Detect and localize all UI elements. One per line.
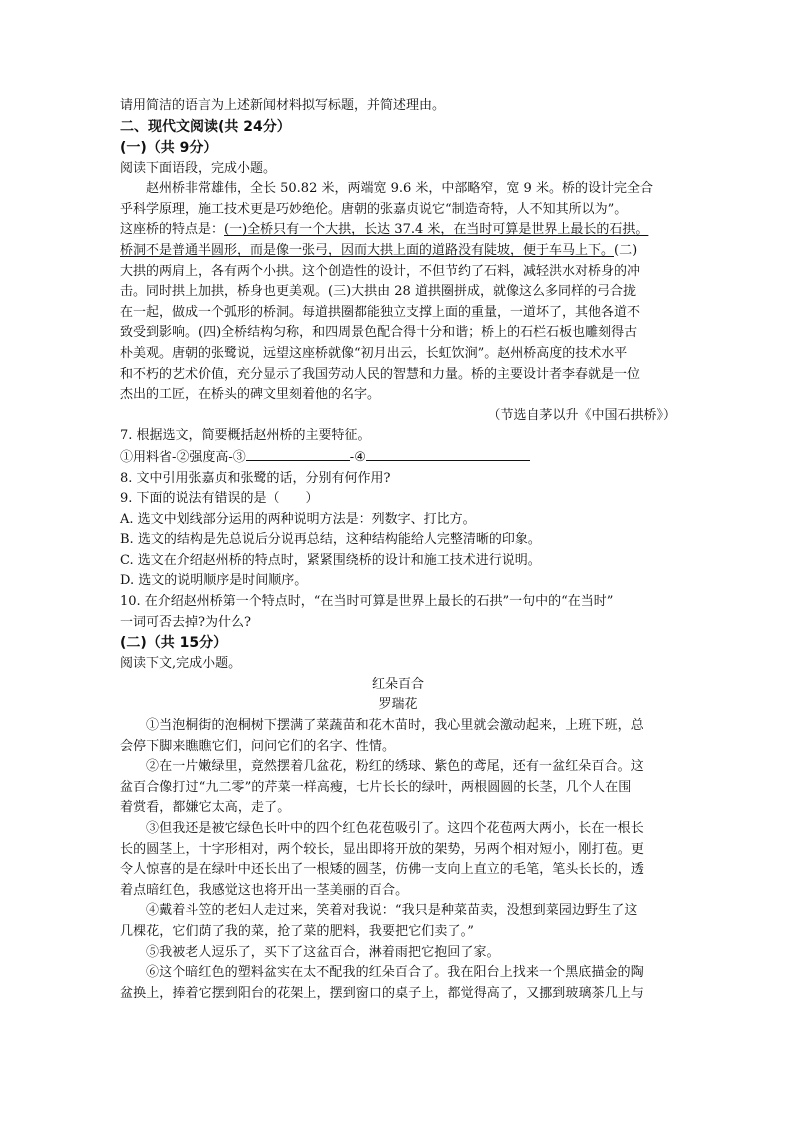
essay-line: ⑤我被老人逗乐了，买下了这盆百合，淋着雨把它抱回了家。 [146, 944, 500, 960]
question-10-continued: 一词可否去掉?为什么? [120, 614, 251, 630]
question-9-option-d: D. 选文的说明顺序是时间顺序。 [120, 573, 308, 589]
intro-text: 请用简洁的语言为上述新闻材料拟写标题，并简述理由。 [120, 98, 446, 113]
question-9-option-c: C. 选文在介绍赵州桥的特点时，紧紧围绕桥的设计和施工技术进行说明。 [120, 552, 541, 568]
essay-line: 会停下脚来瞧瞧它们，问问它们的名字、性情。 [120, 738, 396, 754]
passage-line: 朴美观。唐朝的张鹭说，远望这座桥就像“初月出云，长虹饮涧”。赵州桥高度的技术水平 [120, 345, 628, 361]
part2-heading: (二)（共 15分） [120, 635, 228, 652]
answer-separator: -④ [349, 449, 366, 465]
passage-line: 和不朽的艺术价值，充分显示了我国劳动人民的智慧和力量。桥的主要设计者李春就是一位 [120, 366, 641, 382]
essay-line: 令人惊喜的是在绿叶中还长出了一根矮的圆茎，仿佛一支向上直立的毛笔，笔头长长的，透 [120, 862, 645, 878]
essay-line: ④戴着斗笠的老妇人走过来，笑着对我说：“我只是种菜苗卖，没想到菜园边野生了这 [146, 903, 638, 919]
answer-blank-3[interactable] [246, 447, 350, 461]
question-7: 7. 根据选文，简要概括赵州桥的主要特征。 [120, 428, 371, 444]
essay-line: 几棵花，它们荫了我的菜，抢了菜的肥料，我要把它们卖了。” [120, 923, 474, 939]
question-8: 8. 文中引用张嘉贞和张鹭的话，分别有何作用? [120, 470, 391, 486]
section-heading: 二、现代文阅读(共 24分） [120, 118, 291, 135]
essay-line: 着赏看，都嫌它太高，走了。 [120, 800, 291, 816]
passage-zhaozhou-bridge [120, 179, 676, 426]
essay-line: 着点暗红色，我感觉这也将开出一茎美丽的百合。 [120, 882, 409, 898]
passage-line: 杰出的工匠，在桥头的碑文里刻着他的名字。 [120, 387, 381, 403]
essay-line: 盆换上，捧着它摆到阳台的花架上，摆到窗口的桌子上，都觉得高了，又挪到玻璃茶几上与 [120, 985, 645, 1001]
answer-prefix: ①用料省-②强度高-③ [120, 449, 246, 465]
passage-line [120, 241, 676, 262]
document-page [120, 96, 676, 1004]
passage-text: 这座桥的特点是： [120, 222, 225, 238]
essay-body [120, 716, 676, 1004]
passage-line: 击。同时拱上加拱，桥身也更美观。(三)大拱由 28 道拱圈拼成，就像这么多同样的弓合拢 [120, 284, 636, 300]
passage-line: 在一起，做成一个弧形的桥洞。每道拱圈都能独立支撑上面的重量，一道坏了，其他各道不 [120, 304, 641, 320]
essay-author: 罗瑞花 [378, 697, 418, 713]
underlined-text: (一)全桥只有一个大拱，长达 37.4 米，在当时可算是世界上最长的石拱。 [224, 222, 649, 238]
essay-line: ②在一片嫩绿里，竟然摆着几盆花，粉红的绣球、紫色的鸢尾，还有一盆红朵百合。这 [146, 759, 644, 775]
passage-line: 大拱的两肩上，各有两个小拱。这个创造性的设计，不但节约了石料，减轻洪水对桥身的冲 [120, 263, 641, 279]
essay-title: 红朵百合 [371, 676, 424, 692]
passage-text: (二) [614, 242, 638, 258]
essay-line: 盆百合像打过“九二零”的芹菜一样高瘦，七片长长的绿叶，两根圆圆的长茎，几个人在围 [120, 779, 632, 795]
essay-line: 长的圆茎上，十字形相对，两个较长，显出即将开放的架势，另两个相对短小，刚打苞。更 [120, 841, 645, 857]
question-9: 9. 下面的说法有错误的是（ ） [120, 491, 319, 507]
passage-source: （节选自茅以升《中国石拱桥》） [487, 407, 676, 423]
part1-heading: (一)（共 9分） [120, 139, 218, 156]
question-9-option-a: A. 选文中划线部分运用的两种说明方法是：列数字、打比方。 [120, 511, 476, 527]
passage-line: 赵州桥非常雄伟，全长 50.82 米，两端宽 9.6 米，中部略窄，宽 9 米。桥的设计完全合 [146, 181, 653, 197]
passage-line: 致受到影响。(四)全桥结构匀称，和四周景色配合得十分和谐；桥上的石栏石板也雕刻得古 [120, 325, 638, 341]
answer-blank-4[interactable] [366, 447, 530, 461]
underlined-text: 桥洞不是普通半圆形，而是像一张弓，因而大拱上面的道路没有陡坡，便于车马上下。 [120, 242, 615, 258]
question-9-option-b: B. 选文的结构是先总说后分说再总结，这种结构能给人完整清晰的印象。 [120, 532, 541, 548]
passage-line [120, 220, 676, 241]
question-7-answer-line [120, 447, 676, 469]
part1-instruction: 阅读下面语段，完成小题。 [120, 160, 277, 176]
question-10: 10. 在介绍赵州桥第一个特点时，“在当时可算是世界上最长的石拱”一句中的“在当时” [120, 594, 614, 610]
essay-line: ⑥这个暗红色的塑料盆实在太不配我的红朵百合了。我在阳台上找来一个黑底描金的陶 [146, 965, 644, 981]
essay-line: ③但我还是被它绿色长叶中的四个红色花苞吸引了。这四个花苞两大两小，长在一根长 [146, 821, 644, 836]
part2-instruction: 阅读下文,完成小题。 [120, 656, 242, 672]
essay-line: ①当泡桐街的泡桐树下摆满了菜蔬苗和花木苗时，我心里就会激动起来，上班下班，总 [146, 718, 644, 734]
passage-line: 乎科学原理，施工技术更是巧妙绝伦。唐朝的张嘉贞说它“制造奇特，人不知其所以为”。 [120, 201, 628, 217]
